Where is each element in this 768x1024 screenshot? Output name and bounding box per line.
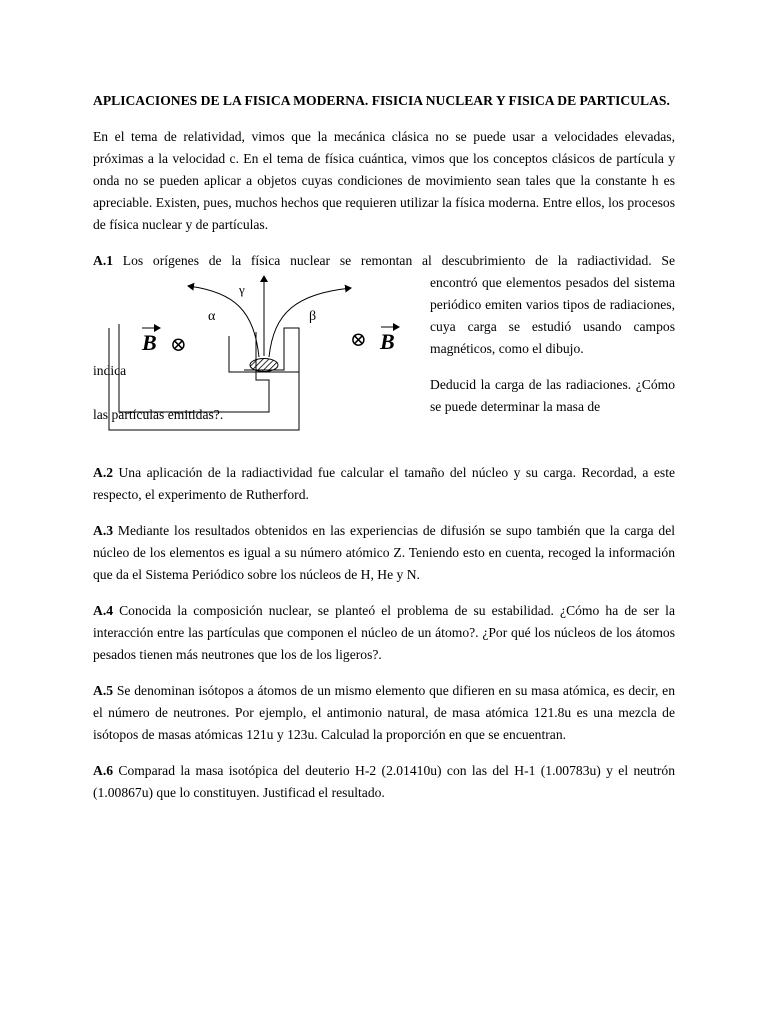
a1-block — [93, 250, 675, 448]
a1-indica: indica — [93, 363, 127, 378]
section-text: Una aplicación de la radiactividad fue calcular el tamaño del núcleo y su carga. Recordad, a este respecto, el experimento de Rutherford. — [93, 465, 675, 502]
gamma-label: γ — [239, 282, 245, 297]
a1-first-line — [93, 250, 675, 272]
a1-line1: Los orígenes de la física nuclear se remontan al descubrimiento de la radiactividad. Se — [122, 253, 676, 268]
left-field-direction-icon: ⊗ — [170, 334, 187, 356]
section-text: Conocida la composición nuclear, se planteó el problema de su estabilidad. ¿Cómo ha de ser la interacción entre las partículas que componen el núcleo de un átomo?. ¿Por qué los núcleos de los átomos pesados tienen más neutrones que los de los ligeros?. — [93, 603, 675, 662]
left-field-symbol: B — [142, 330, 157, 355]
section-a6 — [93, 760, 675, 804]
right-field-symbol: B — [380, 329, 395, 354]
section-a2 — [93, 462, 675, 506]
alpha-label: α — [208, 309, 216, 324]
a1-tail: las partículas emitidas?. — [93, 407, 224, 422]
document-title: APLICACIONES DE LA FISICA MODERNA. FISICIA NUCLEAR Y FISICA DE PARTICULAS. — [93, 93, 670, 108]
a1-right-column — [430, 272, 675, 418]
section-a4 — [93, 600, 675, 666]
section-text: Comparad la masa isotópica del deuterio H-2 (2.01410u) con las del H-1 (1.00783u) y el neutrón (1.00867u) que lo constituyen. Justificad el resultado. — [93, 763, 675, 800]
radiation-diagram — [142, 272, 446, 422]
a1-right-text2: Deducid la carga de las radiaciones. ¿Cómo se puede determinar la masa de — [430, 377, 675, 414]
sections-list — [93, 462, 675, 804]
alpha-ray-arrow — [188, 286, 259, 357]
a1-right-text: encontró que elementos pesados del sistema periódico emiten varios tipos de radiaciones, cuya carga se estudió usando campos magnéticos, como el dibujo. — [430, 275, 675, 356]
section-a5 — [93, 680, 675, 746]
section-label: A.4 — [93, 603, 114, 618]
section-text: Se denominan isótopos a átomos de un mismo elemento que difieren en su masa atómica, es decir, en el número de neutrones. Por ejemplo, el antimonio natural, de masa atómica 121.8u es una mezcla de isótopos de masas atómicas 121u y 123u. Calculad la proporción en que se encuentran. — [93, 683, 675, 742]
intro-paragraph: En el tema de relatividad, vimos que la mecánica clásica no se puede usar a velocidades elevadas, próximas a la velocidad c. En el tema de física cuántica, vimos que los conceptos clásicos de partícula y onda no se pueden aplicar a objetos cuyas condiciones de movimiento sean tales que la constante h es apreciable. Existen, pues, muchos hechos que requieren utilizar la física moderna. Entre ellos, los procesos de física nuclear y de partículas. — [93, 129, 675, 232]
document-page — [93, 90, 675, 804]
beta-label: β — [309, 309, 317, 324]
radioactive-source — [250, 359, 278, 372]
section-label: A.6 — [93, 763, 114, 778]
section-text: Mediante los resultados obtenidos en las experiencias de difusión se supo también que la carga del núcleo de los elementos es igual a su número atómico Z. Teniendo esto en cuenta, recoged la información que da el Sistema Periódico sobre los núcleos de H, He y N. — [93, 523, 676, 582]
section-label: A.3 — [93, 523, 114, 538]
a1-label: A.1 — [93, 253, 114, 268]
right-field-direction-icon: ⊗ — [350, 329, 367, 351]
section-label: A.5 — [93, 683, 114, 698]
section-label: A.2 — [93, 465, 114, 480]
section-a3 — [93, 520, 675, 586]
